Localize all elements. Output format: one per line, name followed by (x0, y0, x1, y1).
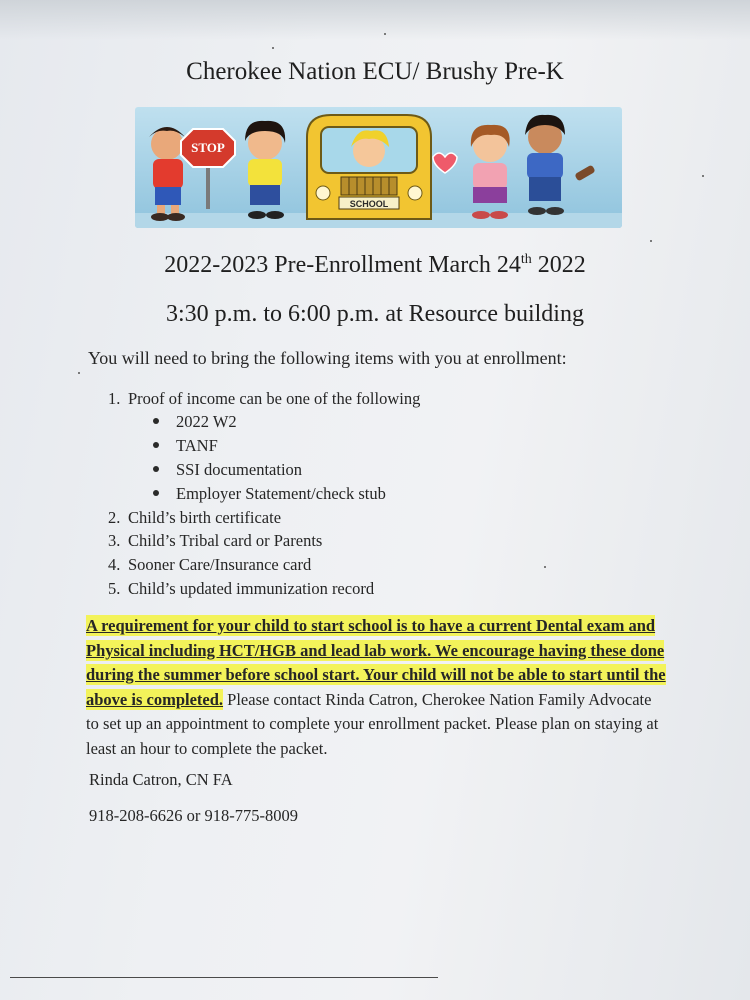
bottom-rule (10, 977, 438, 978)
paper-speck (78, 372, 80, 374)
income-option (153, 460, 302, 480)
list-item (108, 508, 281, 528)
income-option (153, 436, 218, 456)
contact-phones: 918-208-6626 or 918-775-8009 (89, 806, 298, 825)
income-option-text: SSI documentation (176, 460, 303, 479)
list-item-number: 4. (108, 555, 121, 574)
highlighted-requirement: A requirement for your child to start school is to have a current Dental exam and Physical including HCT/HGB and lead lab work. We encourage having these done during the summer before school start. Your child will not be able to start until the above is completed. (86, 616, 666, 709)
paper-speck (702, 175, 704, 177)
list-item-number: 1. (108, 389, 121, 408)
heading-date-year: 2022 (531, 252, 586, 278)
school-bus (307, 115, 431, 219)
bus-sign-label: SCHOOL (349, 199, 389, 209)
flyer-title: Cherokee Nation ECU/ Brushy Pre-K (186, 58, 564, 85)
enrollment-date-heading (0, 252, 750, 279)
list-item (108, 579, 374, 599)
income-option-text: TANF (176, 436, 218, 455)
time-location-heading: 3:30 p.m. to 6:00 p.m. at Resource building (166, 301, 584, 327)
bullet-icon (153, 418, 159, 424)
paper-speck (650, 240, 652, 242)
contact-name: Rinda Catron, CN FA (89, 770, 233, 789)
list-item-number: 5. (108, 579, 121, 598)
paper-speck (384, 33, 386, 35)
income-option (153, 484, 386, 504)
contact-instructions: Please contact Rinda Catron, Cherokee Nation Family Advocate to set up an appointment to complete your enrollment packet. Please plan on staying at least an hour to complete the packet. (86, 689, 659, 758)
heading-date-suffix: th (520, 252, 532, 267)
child-yellow-shirt (245, 121, 285, 219)
stop-sign-label: STOP (191, 140, 225, 155)
requirement-paragraph (86, 614, 666, 761)
list-item-number: 2. (108, 508, 121, 527)
paper-speck (544, 566, 546, 568)
list-item (108, 531, 322, 551)
page-shadow (0, 0, 750, 40)
heading-date-text: 2022-2023 Pre-Enrollment March 24 (164, 252, 521, 278)
list-item-number: 3. (108, 531, 121, 550)
list-item-text: Child’s Tribal card or Parents (128, 531, 323, 550)
list-item (108, 555, 311, 575)
list-item-text: Proof of income can be one of the following (128, 389, 421, 408)
income-option (153, 412, 237, 432)
children-school-bus-illustration (135, 107, 622, 228)
list-item-text: Sooner Care/Insurance card (128, 555, 312, 574)
list-item (108, 389, 420, 409)
list-item-text: Child’s birth certificate (128, 508, 282, 527)
income-option-text: 2022 W2 (176, 412, 237, 431)
intro-text: You will need to bring the following items with you at enrollment: (88, 348, 567, 368)
list-item-text: Child’s updated immunization record (128, 579, 375, 598)
income-option-text: Employer Statement/check stub (176, 484, 386, 503)
paper-speck (272, 47, 274, 49)
bullet-icon (153, 466, 159, 472)
bullet-icon (153, 442, 159, 448)
bullet-icon (153, 490, 159, 496)
